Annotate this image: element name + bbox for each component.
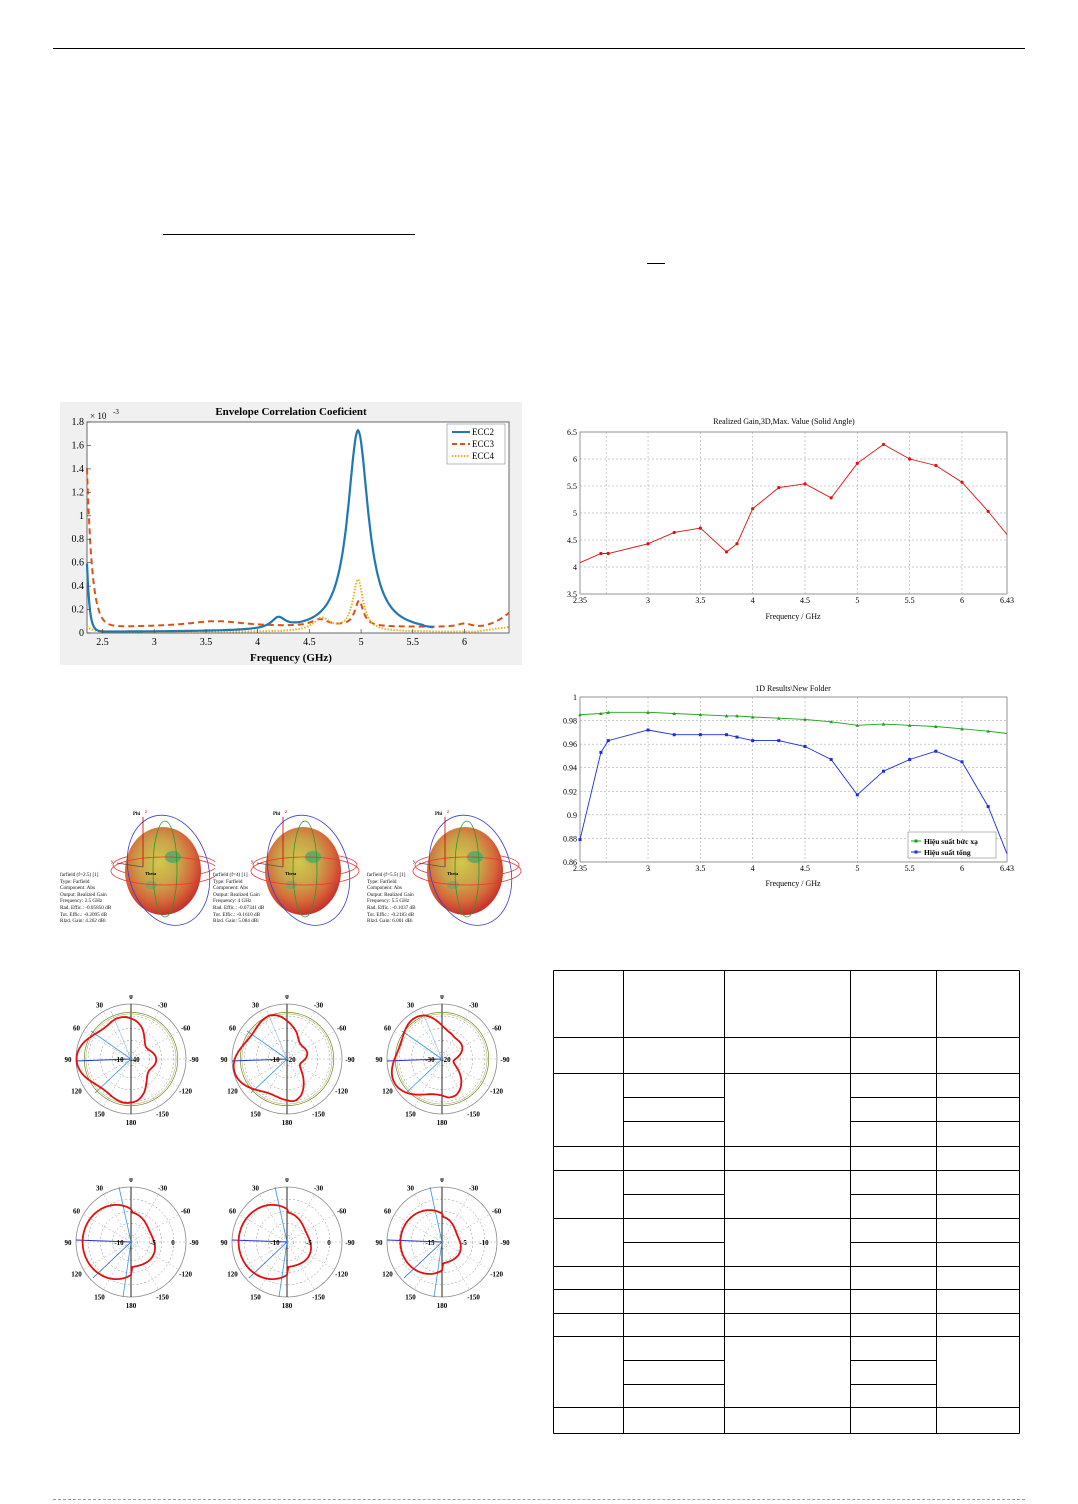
polar-angle-label: -30 [468, 1184, 479, 1193]
ecc-ytick: 1.8 [71, 417, 84, 428]
polar-angle-label: 0 [440, 995, 444, 1001]
polar-angle-label: -150 [312, 1293, 325, 1302]
polar-ring-label: -10 [270, 1239, 280, 1247]
total-point [579, 838, 582, 841]
ecc-exponent-power: -3 [113, 408, 119, 416]
polar-angle-label: -60 [491, 1207, 502, 1216]
polar-angle-label: -90 [345, 1239, 355, 1247]
polar-svg [57, 995, 205, 1125]
total-point [607, 739, 610, 742]
polar-angle-label: 60 [72, 1207, 80, 1216]
polar-ring-label: -5 [150, 1239, 156, 1247]
total-point [804, 745, 807, 748]
polar-angle-label: 30 [96, 1001, 103, 1010]
polar-angle-label: 120 [227, 1270, 238, 1279]
ecc-xtick: 3 [151, 637, 157, 648]
polar-angle-label: -120 [179, 1270, 192, 1279]
radiation-pattern-3d [125, 827, 201, 915]
polar-angle-label: 150 [405, 1110, 416, 1119]
ecc-xtick: 5 [358, 637, 364, 648]
gain-xtick: 5.5 [904, 596, 915, 605]
gain-point [803, 482, 806, 485]
farfield-info-line: Output: Realized Gain [367, 891, 414, 898]
polar-angle-label: 90 [64, 1056, 72, 1064]
polar-angle-label: 0 [285, 1178, 289, 1184]
polar-angle-label: -30 [468, 1001, 479, 1010]
eff-title: 1D Results\New Folder [755, 684, 831, 693]
polar-angle-label: 60 [228, 1024, 236, 1033]
eff-xtick: 3 [646, 864, 651, 873]
y-axis-label: y [111, 860, 114, 865]
polar-angle-label: 60 [383, 1207, 391, 1216]
gain-point [673, 531, 676, 534]
ecc-ytick: 0 [79, 628, 84, 639]
polar-angle-label: 30 [407, 1001, 414, 1010]
gain-title: Realized Gain,3D,Max. Value (Solid Angle) [713, 417, 855, 426]
gain-point [908, 457, 911, 460]
polar-angle-label: 0 [285, 995, 289, 1001]
polar-ring-label: -5 [306, 1239, 312, 1247]
polar-plot [57, 995, 205, 1125]
gain-xtick: 4 [750, 596, 755, 605]
farfield-info-line: Component: Abs [213, 885, 249, 892]
ecc-legend-ecc2: ECC2 [472, 427, 495, 437]
ecc-ytick: 1.2 [71, 487, 84, 499]
phi-label: Phi [133, 812, 141, 817]
total-point [960, 760, 963, 763]
polar-angle-label: 180 [436, 1119, 448, 1125]
eff-ytick: 0.98 [563, 716, 577, 726]
farfield-info-line: Output: Realized Gain [213, 891, 260, 898]
gain-point [934, 464, 937, 467]
polar-angle-label: 120 [71, 1270, 82, 1279]
farfield-info-line: Tot. Effic.: -0.2095 dB [60, 911, 108, 918]
theta-label: Theta [145, 871, 157, 876]
polar-ring-label: 0 [171, 1239, 175, 1247]
total-point [987, 805, 990, 808]
polar-angle-label: -60 [491, 1024, 502, 1033]
farfield-info-line: Type: Farfield [367, 878, 397, 885]
polar-ring-label: -30 [425, 1056, 435, 1064]
farfield-info-line: Rlzd. Gain: 4.262 dBi [60, 918, 106, 925]
farfield-info-line: Tot. Effic.: -0.1610 dB [213, 911, 261, 918]
gain-point [987, 510, 990, 513]
polar-angle-label: 120 [382, 1087, 393, 1096]
polar-angle-label: -60 [336, 1207, 347, 1216]
farfield-info-line: Frequency: 4 GHz [213, 898, 252, 905]
farfield-info-line: Rad. Effic.: -0.07341 dB [213, 904, 265, 911]
empty-table [553, 970, 1020, 1434]
z-axis-label: z [145, 810, 148, 815]
ecc-ytick: 0.2 [71, 604, 84, 616]
eff-ytick: 0.86 [563, 858, 577, 867]
total-point [882, 770, 885, 773]
farfield-panel [367, 810, 522, 940]
eff-ytick: 0.96 [563, 740, 577, 750]
total-point [673, 733, 676, 736]
gain-xtick: 2.35 [573, 596, 587, 605]
polar-svg [213, 995, 361, 1125]
gain-point [777, 486, 780, 489]
farfield-info-line: Component: Abs [367, 885, 403, 892]
gain-point [607, 552, 610, 555]
total-point [725, 733, 728, 736]
eff-ytick: 0.9 [567, 810, 577, 820]
polar-angle-label: -30 [313, 1001, 324, 1010]
polar-angle-label: 120 [71, 1087, 82, 1096]
ecc-ytick: 1.4 [71, 463, 84, 475]
polar-plot [57, 1178, 205, 1308]
polar-angle-label: 180 [281, 1302, 293, 1308]
gain-chart-svg [553, 412, 1015, 627]
polar-angle-label: 0 [440, 1178, 444, 1184]
ecc-ytick: 0.8 [71, 534, 84, 546]
farfield-info [367, 872, 416, 925]
polar-angle-label: 30 [407, 1184, 414, 1193]
polar-angle-label: -90 [345, 1056, 355, 1064]
underline-2 [647, 263, 665, 264]
polar-angle-label: 0 [129, 1178, 133, 1184]
gain-point [646, 542, 649, 545]
polar-plot [368, 1178, 516, 1308]
footer-rule [53, 1499, 1025, 1500]
eff-xtick: 3.5 [695, 864, 706, 873]
polar-ring-label: -10 [479, 1239, 489, 1247]
theta-label: Theta [285, 871, 297, 876]
gain-ytick: 6.5 [567, 428, 577, 437]
ecc-xtick: 4 [255, 637, 261, 648]
eff-legend-total: Hiệu suất tổng [924, 848, 971, 857]
polar-angle-label: -60 [180, 1207, 191, 1216]
polar-ring-label: -10 [270, 1056, 280, 1064]
radiation-pattern-3d [427, 827, 503, 915]
ecc-ytick: 0.6 [71, 557, 84, 569]
polar-angle-label: -90 [500, 1056, 510, 1064]
polar-angle-label: -30 [157, 1184, 168, 1193]
polar-angle-label: 120 [227, 1087, 238, 1096]
header-rule [53, 48, 1025, 49]
polar-angle-label: 30 [252, 1001, 259, 1010]
polar-angle-label: -150 [467, 1293, 480, 1302]
eff-ytick: 0.88 [563, 834, 577, 844]
phi-label: Phi [273, 812, 281, 817]
farfield-info-line: Type: Farfield [213, 878, 243, 885]
polar-angle-label: 150 [94, 1293, 105, 1302]
farfield-panel [60, 810, 215, 940]
eff-ytick: 0.94 [563, 763, 577, 773]
phi-label: Phi [435, 812, 443, 817]
gain-point [856, 462, 859, 465]
polar-angle-label: -60 [180, 1024, 191, 1033]
farfield-info-line: Rlzd. Gain: 6.001 dBi [367, 918, 413, 925]
polar-angle-label: 120 [382, 1270, 393, 1279]
farfield-info-line: Rad. Effic.: -0.1037 dB [367, 904, 416, 911]
polar-angle-label: 150 [94, 1110, 105, 1119]
ecc-legend-ecc3: ECC3 [472, 439, 495, 449]
total-point [856, 793, 859, 796]
polar-angle-label: 90 [220, 1239, 228, 1247]
farfield-info-line: Component: Abs [60, 885, 96, 892]
polar-angle-label: -120 [490, 1087, 503, 1096]
ecc-title: Envelope Correlation Coeficient [215, 406, 367, 418]
ecc-exponent: × 10 [90, 411, 107, 421]
ecc-chart-svg [60, 402, 522, 665]
ecc-ytick: 0.4 [71, 581, 84, 593]
efficiency-chart-svg [553, 680, 1015, 892]
polar-svg [57, 1178, 205, 1308]
farfield-info-line: Frequency: 2.5 GHz [60, 898, 103, 905]
polar-plot [213, 1178, 361, 1308]
eff-xtick: 2.35 [573, 864, 587, 873]
polar-angle-label: -150 [312, 1110, 325, 1119]
ecc-ytick: 1 [79, 510, 84, 522]
polar-angle-label: 90 [64, 1239, 72, 1247]
polar-ring-label: -20 [286, 1056, 296, 1064]
eff-xtick: 5.5 [904, 864, 915, 873]
ecc-xtick: 3.5 [199, 637, 213, 648]
polar-ring-label: -10 [114, 1056, 124, 1064]
gain-xtick: 6.43 [1000, 596, 1014, 605]
gain-xtick: 4.5 [800, 596, 811, 605]
gain-point [699, 527, 702, 530]
gain-xtick: 5 [855, 596, 860, 605]
polar-angle-label: 150 [250, 1293, 261, 1302]
polar-svg [213, 1178, 361, 1308]
gain-xlabel: Frequency / GHz [765, 612, 821, 621]
farfield-info-line: Rad. Effic.: -0.05850 dB [60, 904, 112, 911]
polar-angle-label: 90 [220, 1056, 228, 1064]
polar-angle-label: -90 [189, 1239, 199, 1247]
farfield-info [60, 872, 111, 925]
eff-xtick: 4.5 [800, 864, 811, 873]
ecc-xlabel: Frequency (GHz) [250, 652, 332, 664]
polar-angle-label: 180 [125, 1302, 137, 1308]
polar-svg [368, 995, 516, 1125]
theta-label: Theta [447, 871, 459, 876]
farfield-panel [213, 810, 368, 940]
polar-angle-label: 90 [375, 1239, 383, 1247]
polar-svg [368, 1178, 516, 1308]
table-grid [553, 970, 1020, 1434]
polar-angle-label: 180 [436, 1302, 448, 1308]
farfield-info-line: farfield (f=5.5) [1] [367, 872, 406, 878]
ecc-xtick: 4.5 [303, 637, 316, 648]
polar-angle-label: -60 [336, 1024, 347, 1033]
polar-angle-label: 180 [125, 1119, 137, 1125]
polar-angle-label: -150 [156, 1293, 169, 1302]
polar-angle-label: -120 [490, 1270, 503, 1279]
gain-point [882, 443, 885, 446]
polar-angle-label: 60 [72, 1024, 80, 1033]
polar-angle-label: 60 [383, 1024, 391, 1033]
polar-plot [213, 995, 361, 1125]
gain-point [830, 496, 833, 499]
polar-angle-label: 150 [405, 1293, 416, 1302]
gain-point [725, 550, 728, 553]
farfield-info-line: farfield (f=2.5) [1] [60, 872, 99, 878]
polar-angle-label: -30 [157, 1001, 168, 1010]
total-point [777, 739, 780, 742]
farfield-info-line: Rlzd. Gain: 5.084 dBi [213, 918, 259, 925]
radiation-pattern-3d [265, 827, 341, 915]
gain-point [735, 542, 738, 545]
polar-angle-label: -150 [156, 1110, 169, 1119]
polar-angle-label: 90 [375, 1056, 383, 1064]
y-axis-label: y [251, 860, 254, 865]
polar-angle-label: -30 [313, 1184, 324, 1193]
gain-chart [553, 412, 1015, 627]
eff-xtick: 5 [855, 864, 860, 873]
polar-plot [368, 995, 516, 1125]
eff-xlabel: Frequency / GHz [765, 879, 821, 888]
ecc-xtick: 2.5 [96, 637, 109, 648]
efficiency-chart [553, 680, 1015, 892]
polar-angle-label: -150 [467, 1110, 480, 1119]
gain-xtick: 3 [646, 596, 651, 605]
eff-xtick: 6 [959, 864, 964, 873]
farfield-info-line: Frequency: 5.5 GHz [367, 898, 410, 905]
polar-angle-label: 30 [252, 1184, 259, 1193]
gain-ytick: 5.5 [567, 482, 577, 491]
total-point [908, 758, 911, 761]
total-point [735, 736, 738, 739]
polar-angle-label: 30 [96, 1184, 103, 1193]
total-point [751, 739, 754, 742]
eff-ytick: 1 [573, 693, 577, 702]
ecc-xtick: 5.5 [406, 637, 420, 648]
gain-ytick: 3.5 [567, 590, 577, 599]
polar-angle-label: 60 [228, 1207, 236, 1216]
gain-point [751, 507, 754, 510]
gain-point [960, 481, 963, 484]
polar-angle-label: 150 [250, 1110, 261, 1119]
z-axis-label: z [447, 810, 450, 815]
polar-angle-label: -120 [335, 1270, 348, 1279]
ecc-chart [60, 402, 522, 665]
ecc-xtick: 6 [462, 637, 468, 648]
farfield-info-line: Type: Farfield [60, 878, 90, 885]
polar-angle-label: -120 [179, 1087, 192, 1096]
gain-ytick: 4 [573, 563, 577, 572]
eff-xtick: 4 [750, 864, 755, 873]
underline-1 [163, 234, 415, 235]
polar-angle-label: 0 [129, 995, 133, 1001]
polar-angle-label: 180 [281, 1119, 293, 1125]
gain-xtick: 3.5 [695, 596, 706, 605]
total-point [830, 758, 833, 761]
polar-angle-label: -90 [189, 1056, 199, 1064]
z-axis-label: z [285, 810, 288, 815]
polar-ring-label: 0 [327, 1239, 331, 1247]
polar-angle-label: -90 [500, 1239, 510, 1247]
y-axis-label: y [413, 860, 416, 865]
polar-ring-label: -20 [441, 1056, 451, 1064]
polar-angle-label: -120 [335, 1087, 348, 1096]
eff-legend-rad: Hiệu suất bức xạ [924, 837, 978, 846]
eff-xtick: 6.43 [1000, 864, 1014, 873]
gain-ytick: 4.5 [567, 536, 577, 545]
eff-ytick: 0.92 [563, 787, 577, 797]
total-point [647, 729, 650, 732]
ecc-legend-ecc4: ECC4 [472, 451, 495, 461]
total-point [599, 751, 602, 754]
gain-point [599, 552, 602, 555]
farfield-info-line: Tot. Effic.: -0.2183 dB [367, 911, 415, 918]
gain-xtick: 6 [959, 596, 964, 605]
total-point [934, 750, 937, 753]
polar-ring-label: -40 [130, 1056, 140, 1064]
ecc-ytick: 1.6 [71, 440, 84, 452]
farfield-info-line: Output: Realized Gain [60, 891, 107, 898]
gain-ytick: 5 [573, 509, 577, 518]
gain-ytick: 6 [573, 455, 577, 464]
polar-ring-label: -10 [114, 1239, 124, 1247]
polar-ring-label: -5 [461, 1239, 467, 1247]
polar-ring-label: -15 [425, 1239, 435, 1247]
farfield-info [213, 872, 264, 925]
farfield-info-line: farfield (f=4) [1] [213, 872, 248, 878]
total-point [699, 733, 702, 736]
